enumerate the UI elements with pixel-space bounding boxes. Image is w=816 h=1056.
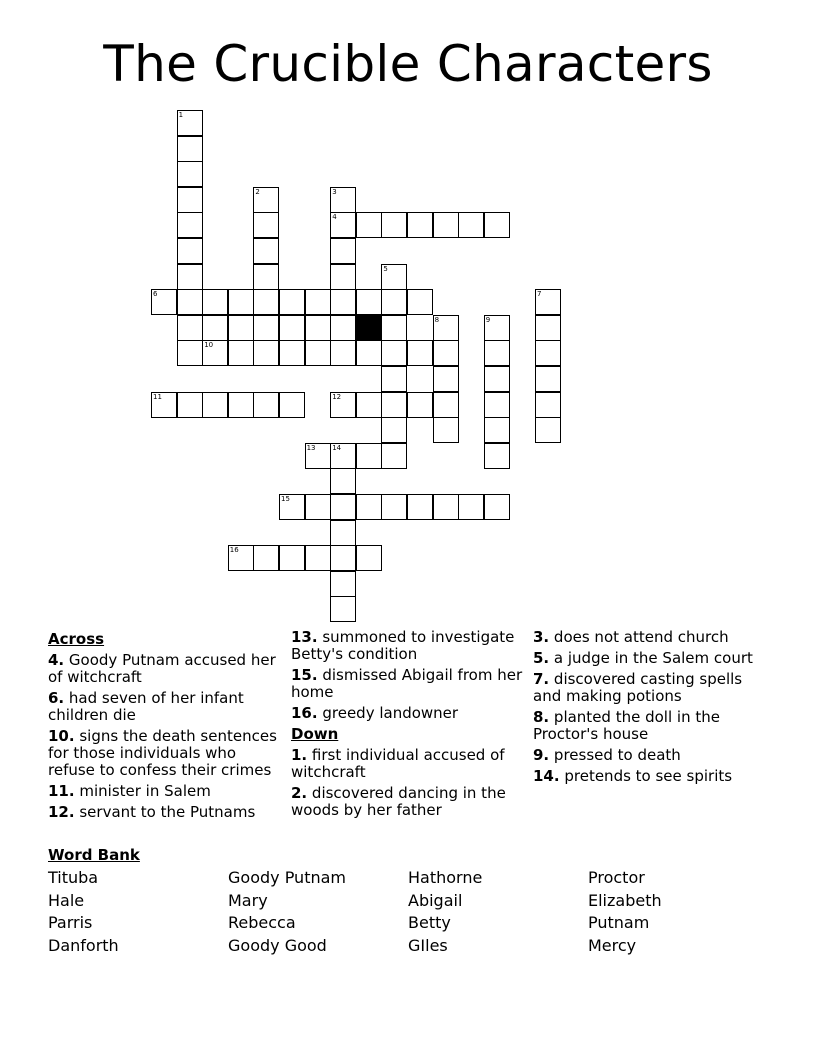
clue-number: 13: [306, 443, 316, 452]
clue-across-16: 16. greedy landowner: [291, 704, 459, 722]
grid-cell[interactable]: [330, 443, 356, 469]
clue-number: 3: [332, 187, 337, 196]
grid-cell[interactable]: [253, 315, 279, 341]
clue-number: 11: [153, 392, 162, 401]
grid-cell[interactable]: [279, 545, 305, 571]
word-bank-item: Betty: [408, 913, 451, 933]
grid-cell[interactable]: [253, 187, 279, 213]
clue-number: 5: [383, 264, 388, 273]
grid-cell[interactable]: [202, 392, 228, 418]
grid-cell[interactable]: [177, 238, 203, 264]
grid-cell[interactable]: [177, 187, 203, 213]
grid-cell[interactable]: [356, 289, 382, 315]
word-bank-item: Rebecca: [228, 913, 296, 933]
grid-cell[interactable]: [305, 340, 331, 366]
word-bank-item: Hathorne: [408, 868, 483, 887]
grid-cell[interactable]: [535, 315, 561, 341]
grid-cell[interactable]: [177, 212, 203, 238]
clue-down-9: 9. pressed to death: [533, 746, 681, 764]
grid-cell[interactable]: [381, 315, 407, 341]
word-bank-item: Danforth: [48, 935, 119, 955]
grid-cell[interactable]: [330, 340, 356, 366]
word-bank-item: Hale: [48, 890, 85, 910]
word-bank-item: Mary: [228, 890, 268, 910]
grid-cell[interactable]: [330, 520, 356, 546]
clue-across-15: 15. dismissed Abigail from her home: [291, 666, 523, 701]
grid-cell[interactable]: [177, 161, 203, 187]
grid-cell[interactable]: [305, 289, 331, 315]
grid-cell[interactable]: [279, 289, 305, 315]
grid-cell[interactable]: [253, 264, 279, 290]
grid-cell[interactable]: [177, 289, 203, 315]
grid-cell[interactable]: [177, 340, 203, 366]
grid-cell[interactable]: [535, 366, 561, 392]
word-bank-heading: Word Bank: [48, 846, 140, 864]
clue-down-3: 3. does not attend church: [533, 628, 729, 646]
clue-down-1: 1. first individual accused of witchcraft: [291, 746, 505, 781]
black-cell: [356, 315, 382, 341]
down-heading: Down: [291, 725, 339, 743]
grid-cell[interactable]: [305, 545, 331, 571]
grid-cell[interactable]: [228, 392, 254, 418]
word-bank-item: Goody Good: [228, 935, 327, 955]
grid-cell[interactable]: [228, 340, 254, 366]
clue-number: 10: [204, 341, 214, 350]
clue-number: 16: [229, 546, 239, 555]
grid-cell[interactable]: [279, 340, 305, 366]
grid-cell[interactable]: [330, 238, 356, 264]
grid-cell[interactable]: [279, 392, 305, 418]
grid-cell[interactable]: [484, 443, 510, 469]
grid-cell[interactable]: [433, 340, 459, 366]
grid-cell[interactable]: [253, 392, 279, 418]
grid-cell[interactable]: [407, 340, 433, 366]
word-bank-item: Goody Putnam: [228, 868, 346, 887]
grid-cell[interactable]: [356, 340, 382, 366]
grid-cell[interactable]: [330, 315, 356, 341]
word-bank-item: Putnam: [588, 913, 650, 933]
grid-cell[interactable]: [484, 340, 510, 366]
clue-number: 15: [281, 495, 290, 503]
grid-cell[interactable]: [253, 212, 279, 238]
grid-cell[interactable]: [356, 545, 382, 571]
grid-cell[interactable]: [330, 494, 356, 520]
clue-number: 6: [153, 290, 158, 299]
grid-cell[interactable]: [407, 212, 433, 238]
clue-across-6: 6. had seven of her infant children die: [48, 689, 244, 724]
grid-cell[interactable]: [433, 315, 459, 341]
grid-cell[interactable]: [202, 289, 228, 315]
grid-cell[interactable]: [484, 212, 510, 238]
grid-cell[interactable]: [330, 212, 356, 238]
grid-cell[interactable]: [330, 571, 356, 597]
grid-cell[interactable]: [177, 264, 203, 290]
grid-cell[interactable]: [356, 212, 382, 238]
clue-across-12: 12. servant to the Putnams: [48, 803, 256, 821]
grid-cell[interactable]: [433, 392, 459, 418]
grid-cell[interactable]: [535, 417, 561, 443]
clue-down-7: 7. discovered casting spells and making potions: [533, 670, 743, 705]
clue-across-10: 10. signs the death sentences for those individuals who refuse to confess their crimes: [48, 727, 277, 779]
page-title: The Crucible Characters: [103, 35, 713, 93]
grid-cell[interactable]: [381, 340, 407, 366]
grid-cell[interactable]: [458, 494, 484, 520]
grid-cell[interactable]: [330, 289, 356, 315]
word-bank-item: Parris: [48, 913, 93, 933]
clue-column-2: [291, 629, 527, 823]
grid-cell[interactable]: [381, 289, 407, 315]
grid-cell[interactable]: [407, 494, 433, 520]
grid-cell[interactable]: [330, 545, 356, 571]
word-bank-item: GIles: [408, 935, 448, 955]
clue-number: 4: [332, 213, 337, 222]
word-bank-item: Abigail: [408, 890, 463, 910]
clue-number: 12: [332, 392, 342, 401]
grid-cell[interactable]: [177, 315, 203, 341]
word-bank-item: Elizabeth: [588, 890, 662, 910]
grid-cell[interactable]: [253, 340, 279, 366]
across-heading: Across: [48, 630, 105, 648]
grid-cell[interactable]: [484, 494, 510, 520]
grid-cell[interactable]: [381, 212, 407, 238]
clue-number: 9: [485, 315, 491, 324]
grid-cell[interactable]: [433, 212, 459, 238]
grid-cell[interactable]: [330, 468, 356, 494]
grid-cell[interactable]: [330, 596, 356, 622]
grid-cell[interactable]: [381, 264, 407, 290]
grid-cell[interactable]: [535, 340, 561, 366]
clue-number: 14: [332, 443, 342, 452]
grid-cell[interactable]: [484, 366, 510, 392]
grid-cell[interactable]: [484, 392, 510, 418]
grid-cell[interactable]: [356, 443, 382, 469]
grid-cell[interactable]: [381, 392, 407, 418]
clue-down-14: 14. pretends to see spirits: [533, 767, 733, 785]
grid-cell[interactable]: [433, 366, 459, 392]
clue-across-11: 11. minister in Salem: [48, 782, 211, 800]
grid-cell[interactable]: [202, 315, 228, 341]
clue-across-13: 13. summoned to investigate Betty's condition: [291, 628, 515, 663]
clue-down-2: 2. discovered dancing in the woods by her father: [291, 784, 506, 819]
clue-number: 7: [537, 290, 542, 299]
clue-number: 8: [434, 315, 440, 324]
clue-column-1: [48, 629, 284, 825]
grid-cell[interactable]: [407, 392, 433, 418]
grid-cell[interactable]: [484, 315, 510, 341]
grid-cell[interactable]: [381, 494, 407, 520]
grid-cell[interactable]: [177, 136, 203, 162]
word-bank-item: Mercy: [588, 935, 637, 955]
grid-cell[interactable]: [279, 494, 305, 520]
clue-across-4: 4. Goody Putnam accused her of witchcraft: [48, 651, 276, 686]
grid-cell[interactable]: [381, 366, 407, 392]
grid-cell[interactable]: [279, 315, 305, 341]
grid-cell[interactable]: [305, 443, 331, 469]
grid-cell[interactable]: [228, 315, 254, 341]
grid-cell[interactable]: [433, 417, 459, 443]
grid-cell[interactable]: [330, 264, 356, 290]
grid-cell[interactable]: [253, 545, 279, 571]
grid-cell[interactable]: [407, 289, 433, 315]
grid-cell[interactable]: [253, 289, 279, 315]
word-bank-item: Proctor: [588, 868, 645, 887]
grid-cell[interactable]: [356, 392, 382, 418]
grid-cell[interactable]: [458, 212, 484, 238]
grid-cell[interactable]: [228, 545, 254, 571]
grid-cell[interactable]: [228, 289, 254, 315]
grid-cell[interactable]: [305, 315, 331, 341]
grid-cell[interactable]: [330, 392, 356, 418]
grid-cell[interactable]: [433, 494, 459, 520]
grid-cell[interactable]: [535, 289, 561, 315]
grid-cell[interactable]: [177, 110, 203, 136]
grid-cell[interactable]: [253, 238, 279, 264]
grid-cell[interactable]: [356, 494, 382, 520]
grid-cell[interactable]: [484, 417, 510, 443]
grid-cell[interactable]: [381, 417, 407, 443]
clue-number: 1: [178, 111, 184, 119]
word-bank-item: Tituba: [48, 868, 99, 887]
grid-cell[interactable]: [151, 392, 177, 418]
grid-cell[interactable]: [381, 443, 407, 469]
grid-cell[interactable]: [202, 340, 228, 366]
grid-cell[interactable]: [305, 494, 331, 520]
grid-cell[interactable]: [177, 392, 203, 418]
clue-down-8: 8. planted the doll in the Proctor's house: [533, 708, 720, 743]
clue-number: 2: [255, 187, 260, 196]
clue-column-3: [533, 629, 769, 789]
grid-cell[interactable]: [330, 187, 356, 213]
grid-cell[interactable]: [151, 289, 177, 315]
clue-down-5: 5. a judge in the Salem court: [533, 649, 753, 667]
grid-cell[interactable]: [535, 392, 561, 418]
